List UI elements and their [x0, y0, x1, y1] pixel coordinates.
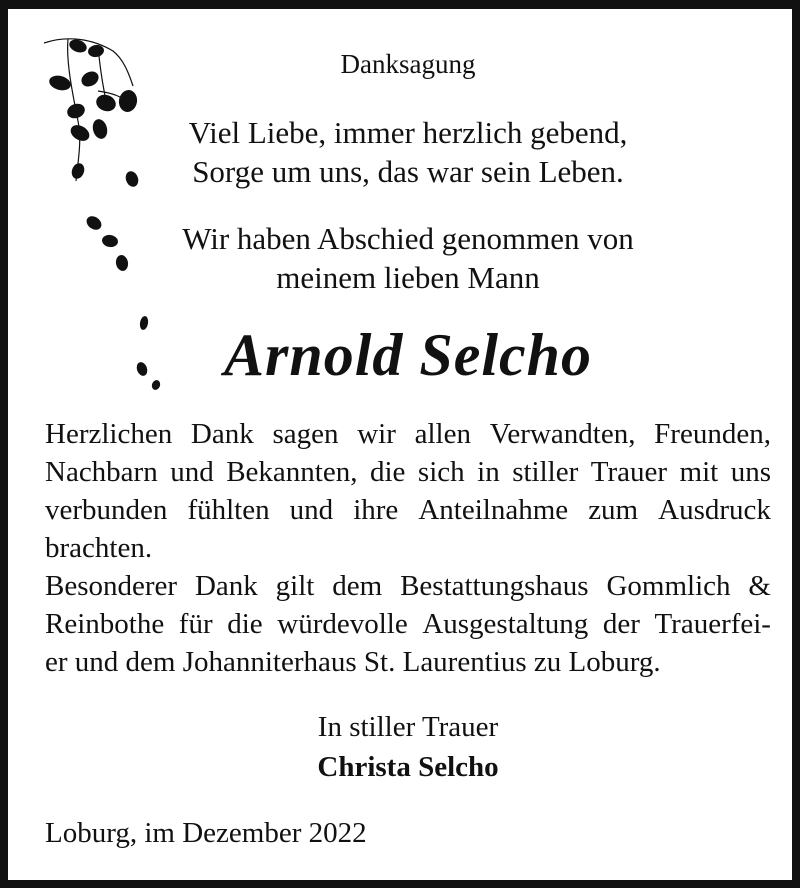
farewell-line: meinem lieben Mann — [276, 260, 540, 295]
deceased-name: Arnold Selcho — [223, 322, 593, 388]
body-line: er und dem Johanniterhaus St. Laurentius zu Loburg. — [45, 646, 661, 678]
thank-you-paragraph — [45, 415, 771, 681]
farewell-line: Wir haben Abschied genommen von — [182, 221, 634, 256]
body-line: Herzlichen Dank sagen wir allen Verwandten, Freunden, — [45, 418, 771, 450]
farewell-statement — [8, 219, 800, 297]
body-line: verbunden fühlten und ihre Anteilnahme zum Ausdruck — [45, 494, 771, 526]
body-line: Reinbothe für die würdevolle Ausgestaltung der Trauerfei- — [45, 608, 771, 640]
memorial-verse — [8, 113, 800, 191]
verse-line: Sorge um uns, das war sein Leben. — [192, 154, 624, 189]
notice-heading: Danksagung — [340, 49, 476, 79]
body-line: brachten. — [45, 532, 153, 564]
place-and-date: Loburg, im Dezember 2022 — [45, 817, 367, 849]
closing-phrase: In stiller Trauer — [317, 711, 499, 743]
body-line: Nachbarn und Bekannten, die sich in stiller Trauer mit uns — [45, 456, 771, 488]
verse-line: Viel Liebe, immer herzlich gebend, — [188, 115, 628, 150]
body-line: Besonderer Dank gilt dem Bestattungshaus Gommlich & — [45, 570, 771, 602]
mourner-name: Christa Selcho — [317, 751, 499, 783]
